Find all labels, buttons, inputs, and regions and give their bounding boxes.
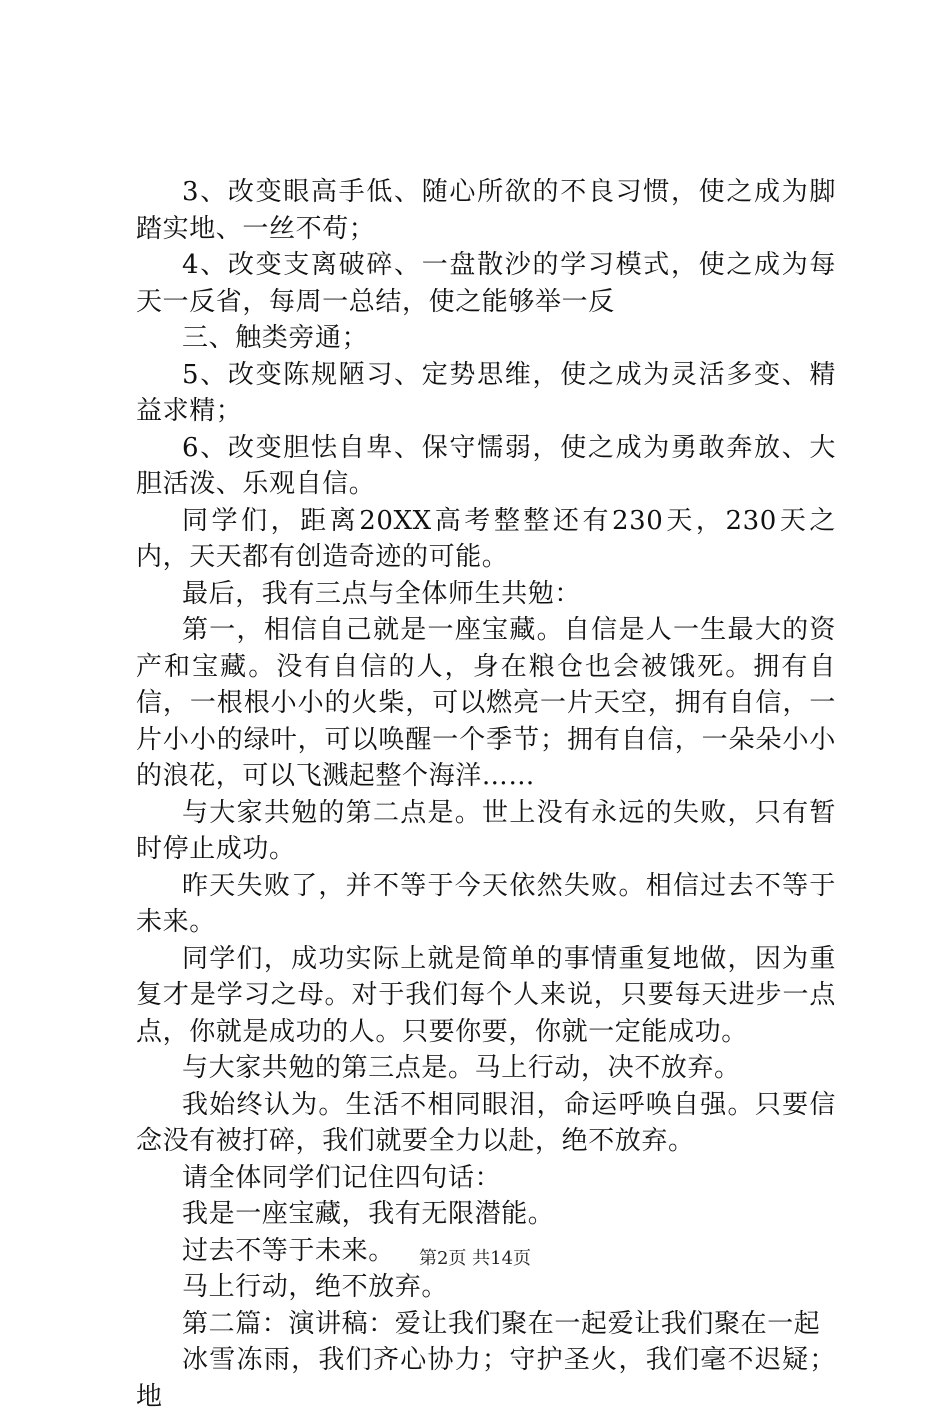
paragraph: 同学们，成功实际上就是简单的事情重复地做，因为重复才是学习之母。对于我们每个人来说，只要每天进步一点点，你就是成功的人。只要你要，你就一定能成功。: [136, 943, 836, 1047]
paragraph: 与大家共勉的第二点是。世上没有永远的失败，只有暂时停止成功。: [136, 797, 836, 864]
paragraph: 过去不等于未来。: [182, 1235, 395, 1266]
document-body: [136, 174, 836, 1415]
paragraph: 最后，我有三点与全体师生共勉：: [182, 578, 582, 609]
paragraph: 6、改变胆怯自卑、保守懦弱，使之成为勇敢奔放、大胆活泼、乐观自信。: [136, 432, 836, 499]
paragraph: 请全体同学们记住四句话：: [182, 1162, 502, 1193]
paragraph: 与大家共勉的第三点是。马上行动，决不放弃。: [182, 1053, 741, 1083]
page-footer: [0, 1244, 950, 1270]
paragraph: 3、改变眼高手低、随心所欲的不良习惯，使之成为脚踏实地、一丝不苟；: [136, 177, 836, 244]
section-heading: 第二篇：演讲稿：爱让我们聚在一起爱让我们聚在一起: [182, 1308, 821, 1339]
paragraph: 三、触类旁通；: [182, 323, 369, 353]
paragraph: 昨天失败了，并不等于今天依然失败。相信过去不等于未来。: [136, 870, 836, 937]
paragraph: 4、改变支离破碎、一盘散沙的学习模式，使之成为每天一反省，每周一总结，使之能够举一反: [136, 250, 836, 317]
paragraph: 冰雪冻雨，我们齐心协力；守护圣火，我们毫不迟疑；地: [136, 1345, 836, 1412]
paragraph: 我是一座宝藏，我有无限潜能。: [182, 1199, 555, 1229]
page-number: 第2页 共14页: [418, 1248, 532, 1269]
paragraph: 我始终认为。生活不相同眼泪，命运呼唤自强。只要信念没有被打碎，我们就要全力以赴，绝不放弃。: [136, 1089, 836, 1156]
paragraph: 同学们，距离20XX高考整整还有230天，230天之内，天天都有创造奇迹的可能。: [136, 505, 836, 572]
paragraph: 第一，相信自己就是一座宝藏。自信是人一生最大的资产和宝藏。没有自信的人，身在粮仓也会被饿死。拥有自信，一根根小小的火柴，可以燃亮一片天空，拥有自信，一片小小的绿叶，可以唤醒一个季节；拥有自信，一朵朵小小的浪花，可以飞溅起整个海洋……: [136, 615, 836, 791]
paragraph: 马上行动，绝不放弃。: [182, 1272, 449, 1302]
paragraph: 5、改变陈规陋习、定势思维，使之成为灵活多变、精益求精；: [136, 359, 836, 426]
